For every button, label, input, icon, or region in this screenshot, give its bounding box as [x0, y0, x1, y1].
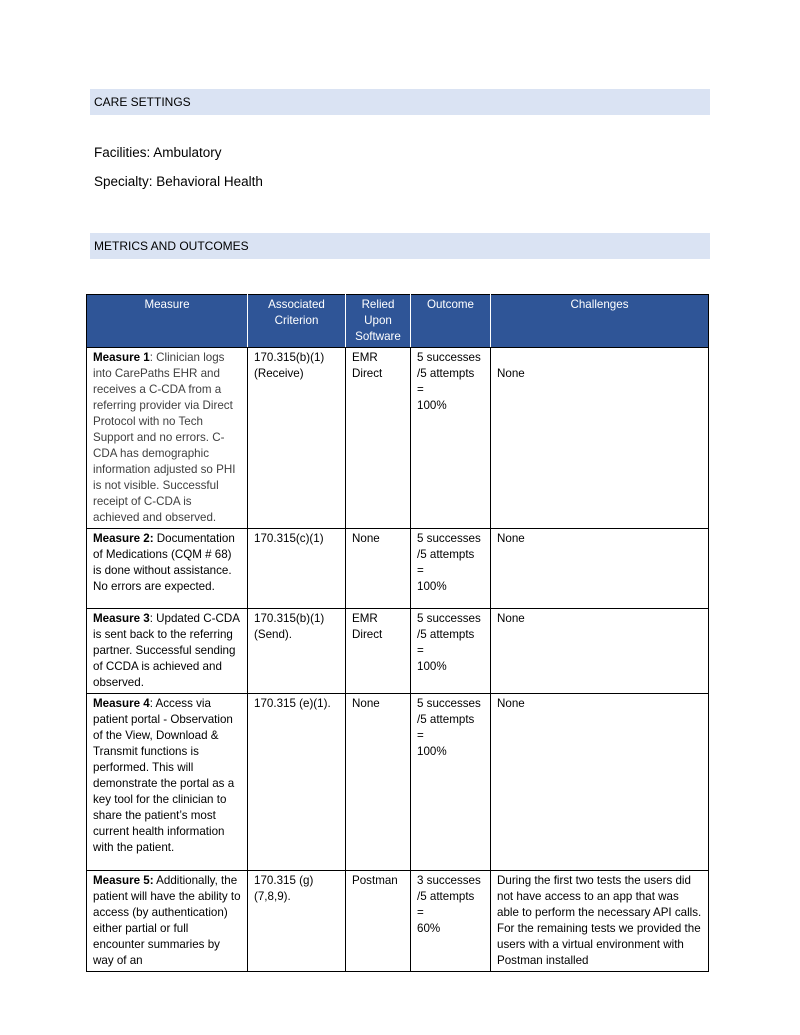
software-cell: Postman	[346, 871, 411, 972]
outcome-successes: 5 successes	[417, 351, 481, 364]
table-header-row	[87, 295, 709, 348]
outcome-successes: 3 successes	[417, 874, 481, 887]
measure-description: Documentation of Medications (CQM # 68) is done without assistance. No errors are expected.	[93, 532, 235, 593]
header-criterion: Associated Criterion	[248, 295, 346, 348]
criterion-cell: 170.315(b)(1) (Send).	[248, 609, 346, 694]
outcome-attempts: /5 attempts	[417, 890, 475, 903]
measure-description: : Clinician logs into CarePaths EHR and receives a C-CDA from a referring provider via Direct Protocol with no Tech Support and no errors. C-CDA has demographic information adjusted so PHI is not visible. Successful receipt of C-CDA is achieved and observed.	[93, 351, 236, 524]
outcome-attempts: /5 attempts	[417, 548, 475, 561]
outcome-attempts: /5 attempts	[417, 367, 475, 380]
software-cell: None	[346, 529, 411, 609]
outcome-equals: =	[417, 906, 424, 919]
criterion-cell: 170.315(c)(1)	[248, 529, 346, 609]
outcome-cell	[411, 694, 491, 871]
challenges-text: None	[497, 367, 525, 380]
measure-cell	[87, 609, 248, 694]
challenges-cell: None	[491, 694, 709, 871]
outcome-percent: 100%	[417, 745, 447, 758]
header-software: Relied Upon Software	[346, 295, 411, 348]
challenges-cell	[491, 348, 709, 529]
outcome-successes: 5 successes	[417, 697, 481, 710]
measure-cell	[87, 871, 248, 972]
challenges-cell: None	[491, 609, 709, 694]
outcome-percent: 100%	[417, 399, 447, 412]
outcome-cell	[411, 348, 491, 529]
specialty-text: Specialty: Behavioral Health	[94, 174, 263, 189]
measure-label: Measure 2:	[93, 532, 154, 545]
outcome-cell	[411, 529, 491, 609]
metrics-table	[86, 294, 709, 972]
outcome-cell	[411, 871, 491, 972]
outcome-equals: =	[417, 729, 424, 742]
challenges-cell: None	[491, 529, 709, 609]
measure-cell	[87, 348, 248, 529]
measure-description: Additionally, the patient will have the ability to access (by authentication) either partial or full encounter summaries by way of an	[93, 874, 241, 967]
criterion-cell: 170.315 (e)(1).	[248, 694, 346, 871]
software-cell: EMR Direct	[346, 348, 411, 529]
measure-label: Measure 1	[93, 351, 150, 364]
outcome-attempts: /5 attempts	[417, 713, 475, 726]
outcome-equals: =	[417, 564, 424, 577]
table-row	[87, 529, 709, 609]
measure-label: Measure 3	[93, 612, 150, 625]
header-measure: Measure	[87, 295, 248, 348]
section-header-metrics-outcomes: METRICS AND OUTCOMES	[90, 233, 710, 259]
outcome-attempts: /5 attempts	[417, 628, 475, 641]
software-cell: None	[346, 694, 411, 871]
facilities-text: Facilities: Ambulatory	[94, 145, 222, 160]
challenges-cell: During the first two tests the users did not have access to an app that was able to perform the necessary API calls. For the remaining tests we provided the users with a virtual environment with Postman installed	[491, 871, 709, 972]
criterion-cell: 170.315 (g)(7,8,9).	[248, 871, 346, 972]
outcome-percent: 100%	[417, 660, 447, 673]
outcome-percent: 60%	[417, 922, 441, 935]
table-row	[87, 871, 709, 972]
measure-cell	[87, 529, 248, 609]
header-outcome: Outcome	[411, 295, 491, 348]
table-row	[87, 609, 709, 694]
section-header-care-settings: CARE SETTINGS	[90, 89, 710, 115]
outcome-equals: =	[417, 644, 424, 657]
measure-label: Measure 5:	[93, 874, 154, 887]
table-row	[87, 694, 709, 871]
outcome-equals: =	[417, 383, 424, 396]
outcome-successes: 5 successes	[417, 532, 481, 545]
header-challenges: Challenges	[491, 295, 709, 348]
criterion-cell: 170.315(b)(1) (Receive)	[248, 348, 346, 529]
measure-description: : Access via patient portal - Observation of the View, Download & Transmit functions is performed. This will demonstrate the portal as a key tool for the clinician to share the patient’s most current health information with the patient.	[93, 697, 235, 854]
outcome-successes: 5 successes	[417, 612, 481, 625]
outcome-percent: 100%	[417, 580, 447, 593]
measure-description: : Updated C-CDA is sent back to the referring partner. Successful sending of CCDA is achieved and observed.	[93, 612, 240, 689]
measure-cell	[87, 694, 248, 871]
software-cell: EMR Direct	[346, 609, 411, 694]
measure-label: Measure 4	[93, 697, 150, 710]
outcome-cell	[411, 609, 491, 694]
table-row	[87, 348, 709, 529]
